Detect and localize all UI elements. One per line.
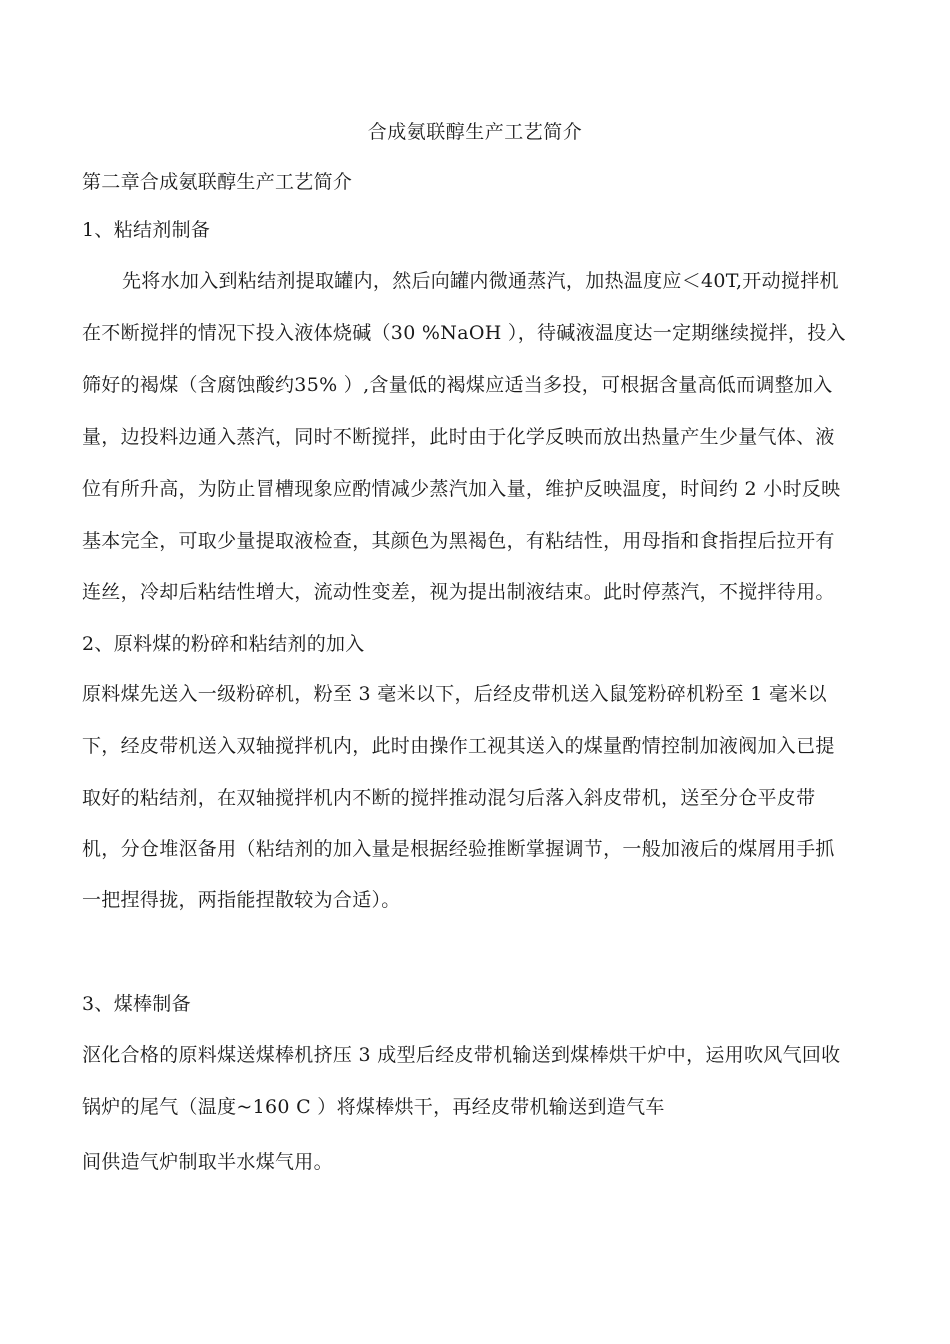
- section-2-line: 取好的粘结剂，在双轴搅拌机内不断的搅拌推动混匀后落入斜皮带机，送至分仓平皮带: [82, 787, 816, 809]
- section-1-line: 位有所升高，为防止冒槽现象应酌情减少蒸汽加入量，维护反映温度，时间约 2 小时反映: [82, 478, 841, 500]
- section-2-line: 下，经皮带机送入双轴搅拌机内，此时由操作工视其送入的煤量酌情控制加液阀加入已提: [82, 735, 835, 757]
- section-1-heading: 1、粘结剂制备: [82, 219, 211, 241]
- section-2-line: 原料煤先送入一级粉碎机，粉至 3 毫米以下，后经皮带机送入鼠笼粉碎机粉至 1 毫米以: [82, 683, 827, 705]
- section-1-line: 在不断搅拌的情况下投入液体烧碱（30 %NaOH ），待碱液温度达一定期继续搅拌，投入: [82, 322, 846, 344]
- section-3-line: 锅炉的尾气（温度~160 C ）将煤棒烘干，再经皮带机输送到造气车: [82, 1096, 665, 1118]
- section-3-line: 间供造气炉制取半水煤气用。: [82, 1151, 333, 1173]
- chapter-heading: 第二章合成氨联醇生产工艺简介: [82, 171, 353, 193]
- section-2-heading: 2、原料煤的粉碎和粘结剂的加入: [82, 633, 365, 655]
- section-3-heading: 3、煤棒制备: [82, 993, 191, 1015]
- section-1-line: 连丝，冷却后粘结性增大，流动性变差，视为提出制液结束。此时停蒸汽，不搅拌待用。: [82, 581, 835, 603]
- section-3-line: 沤化合格的原料煤送煤棒机挤压 3 成型后经皮带机输送到煤棒烘干炉中，运用吹风气回收: [82, 1044, 841, 1066]
- document-title: 合成氨联醇生产工艺简介: [367, 121, 583, 143]
- section-2-line: 机，分仓堆沤备用（粘结剂的加入量是根据经验推断掌握调节，一般加液后的煤屑用手抓: [82, 838, 835, 860]
- section-1-line: 筛好的褐煤（含腐蚀酸约35% ）,含量低的褐煤应适当多投，可根据含量高低而调整加入: [82, 374, 833, 396]
- section-1-line: 量，边投料边通入蒸汽，同时不断搅拌，此时由于化学反映而放出热量产生少量气体、液: [82, 426, 835, 448]
- section-2-line: 一把捏得拢，两指能捏散较为合适）。: [82, 889, 401, 911]
- section-1-line: 先将水加入到粘结剂提取罐内，然后向罐内微通蒸汽，加热温度应＜40T,开动搅拌机: [122, 270, 839, 292]
- section-1-line: 基本完全，可取少量提取液检查，其颜色为黑褐色，有粘结性，用母指和食指捏后拉开有: [82, 530, 835, 552]
